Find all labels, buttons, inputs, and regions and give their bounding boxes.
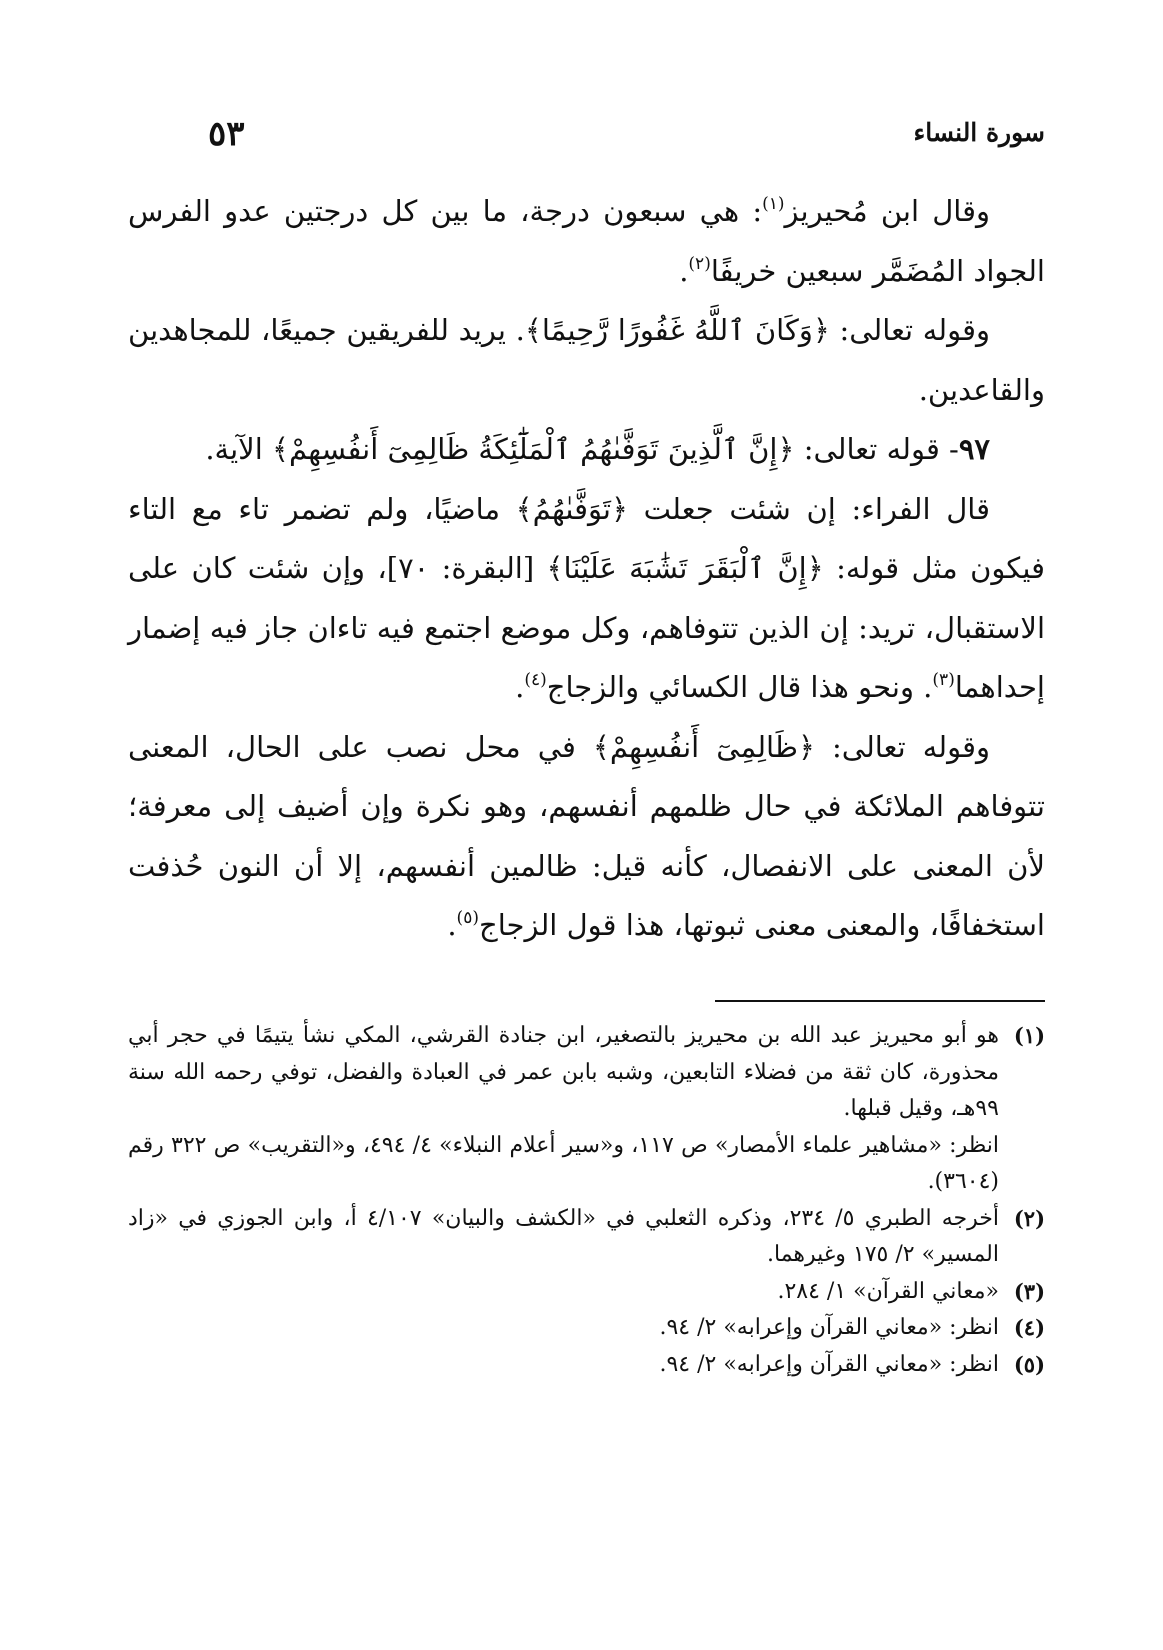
footnote-text: انظر: «معاني القرآن وإعرابه» ٢/ ٩٤.: [659, 1351, 999, 1377]
chapter-title: سورة النساء: [913, 118, 1045, 147]
footnote-number: (٥): [1013, 1351, 1045, 1377]
paragraph-text: .: [515, 670, 525, 704]
book-page: [128, 0, 1045, 1650]
page-header: [128, 114, 1045, 158]
paragraph-text: وقال ابن مُحيريز: [784, 194, 990, 228]
page-number: ٥٣: [208, 114, 245, 154]
paragraph-text: - قوله تعالى: ﴿إِنَّ ٱلَّذِينَ تَوَفَّىٰهُمُ ٱلْمَلَٰٓئِكَةُ ظَالِمِىٓ أَنفُسِهِمْ﴾ الآية.: [205, 432, 959, 466]
paragraph-1: [128, 182, 1045, 301]
footnote-number: (١): [1013, 1023, 1045, 1048]
footnote-ref: (٥): [456, 908, 479, 928]
footnote-number: (٢): [1013, 1205, 1045, 1231]
footnotes: [128, 1018, 1045, 1383]
paragraph-text: قال الفراء: إن شئت جعلت ﴿تَوَفَّىٰهُمُ﴾ ماضيًا، ولم تضمر تاء مع التاء فيكون مثل قوله: ﴿إِنَّ ٱلْبَقَرَ تَشَٰبَهَ عَلَيْنَا﴾ [البقرة: ٧٠]، وإن شئت كان على الاستقبال، تريد: إن الذين تتوفاهم، وكل موضع اجتمع فيه تاءان جاز فيه إضمار إحداهما: [128, 491, 1045, 704]
footnote-text: هو أبو محيريز عبد الله بن محيريز بالتصغير، ابن جنادة القرشي، المكي نشأ يتيمًا في حجر أبي محذورة، كان ثقة من فضلاء التابعين، وشبه بابن عمر في العبادة والفضل، توفي رحمه الله سنة ٩٩هـ، وقيل قبلها.: [128, 1023, 999, 1121]
footnote-ref: (٣): [932, 670, 955, 690]
paragraph-5: [128, 718, 1045, 956]
footnote-number: (٤): [1013, 1315, 1045, 1340]
footnote-1: [128, 1018, 1045, 1201]
paragraph-4: [128, 480, 1045, 718]
footnote-divider: [715, 1000, 1045, 1002]
footnote-text: «معاني القرآن» ١/ ٢٨٤.: [777, 1278, 999, 1304]
paragraph-text: : هي سبعون درجة، ما بين كل درجتين عدو الفرس الجواد المُضَمَّر سبعين خريفًا: [128, 194, 1045, 288]
footnote-text: انظر: «مشاهير علماء الأمصار» ص ١١٧، و«سير أعلام النبلاء» ٤/ ٤٩٤، و«التقريب» ص ٣٢٢ رقم (٣٦٠٤).: [128, 1132, 999, 1194]
paragraph-3: [128, 420, 1045, 480]
footnote-5: [128, 1347, 1045, 1384]
paragraph-text: وقوله تعالى: ﴿ظَالِمِىٓ أَنفُسِهِمْ﴾ في محل نصب على الحال، المعنى تتوفاهم الملائكة في حال ظلمهم أنفسهم، وهو نكرة وإن أضيف إلى معرفة؛ لأن المعنى على الانفصال، كأنه قيل: ظالمين أنفسهم، إلا أن النون حُذفت استخفافًا، والمعنى معنى ثبوتها، هذا قول الزجاج: [128, 729, 1045, 942]
paragraph-text: .: [447, 908, 457, 942]
main-text: [128, 182, 1045, 956]
footnote-number: (٣): [1013, 1278, 1045, 1304]
footnote-4: [128, 1310, 1045, 1347]
paragraph-text: .: [679, 253, 689, 288]
footnote-ref: (١): [762, 194, 785, 214]
paragraph-2: [128, 301, 1045, 420]
paragraph-text: وقوله تعالى: ﴿وَكَانَ ٱللَّهُ غَفُورًا رَّحِيمًا﴾. يريد للفريقين جميعًا، للمجاهدين والقاعدين.: [128, 313, 1045, 407]
paragraph-text: . ونحو هذا قال الكسائي والزجاج: [546, 670, 933, 704]
footnote-ref: (٢): [688, 253, 711, 274]
footnote-2: [128, 1201, 1045, 1274]
verse-number: ٩٧: [958, 432, 990, 466]
footnote-text: انظر: «معاني القرآن وإعرابه» ٢/ ٩٤.: [659, 1315, 999, 1340]
footnote-ref: (٤): [524, 670, 547, 690]
footnote-3: [128, 1274, 1045, 1311]
footnote-text: أخرجه الطبري ٥/ ٢٣٤، وذكره الثعلبي في «الكشف والبيان» ٤/١٠٧ أ، وابن الجوزي في «زاد المسير» ٢/ ١٧٥ وغيرهما.: [128, 1205, 1000, 1267]
